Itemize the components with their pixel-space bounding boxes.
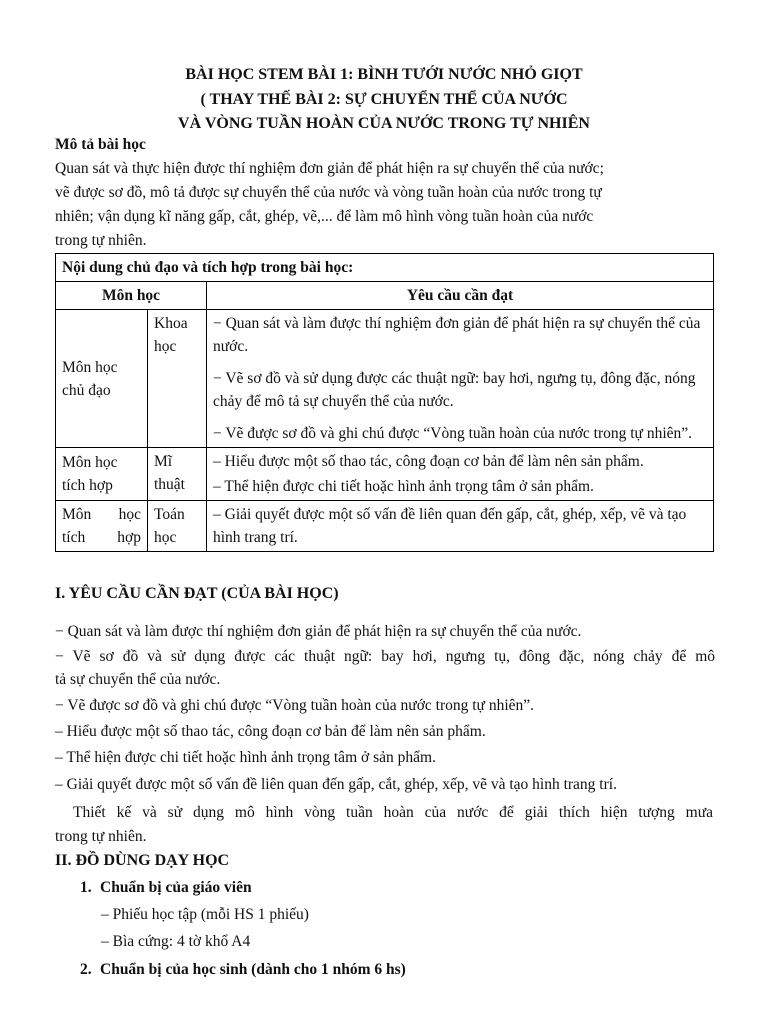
description-text [55, 157, 725, 253]
subject-group-cell: Môn học chủ đạo [56, 310, 148, 448]
subject-group-cell: Môn học tích hợp [56, 448, 148, 501]
subsection-1-title: Chuẩn bị của giáo viên [100, 879, 252, 896]
section-2-heading: II. ĐỒ DÙNG DẠY HỌC [55, 852, 230, 869]
goal-paragraph-line-2: trong tự nhiên. [55, 828, 147, 845]
description-line: vẽ được sơ đồ, mô tả được sự chuyển thể của nước và vòng tuần hoàn của nước trong tự [55, 184, 602, 201]
description-line: Quan sát và thực hiện được thí nghiệm đơn giản để phát hiện ra sự chuyển thể của nước; [55, 160, 604, 177]
subject-group-cell: Môn học tích hợp [56, 501, 148, 552]
lesson-title-line-3: VÀ VÒNG TUẦN HOÀN CỦA NƯỚC TRONG TỰ NHIÊN [178, 115, 590, 132]
material-item: – Bìa cứng: 4 tờ khổ A4 [101, 933, 251, 950]
column-header-subject: Môn học [56, 282, 207, 310]
column-header-requirement: Yêu cầu cần đạt [207, 282, 714, 310]
requirement-line: tả sự chuyển thể của nước. [55, 671, 221, 688]
subject-cell: Khoa học [148, 310, 207, 448]
requirement-cell [207, 448, 714, 501]
requirement-item: – Hiểu được một số thao tác, công đoạn cơ bản để làm nên sản phẩm. [213, 453, 644, 470]
goal-paragraph-line-1: Thiết kế và sử dụng mô hình vòng tuần hoàn của nước để giải thích hiện tượng mưa [73, 804, 713, 821]
requirement-line: − Vẽ được sơ đồ và ghi chú được “Vòng tuần hoàn của nước trong tự nhiên”. [55, 697, 535, 714]
subject-cell: Mĩ thuật [148, 448, 207, 501]
requirement-line: – Thể hiện được chi tiết hoặc hình ảnh trọng tâm ở sản phẩm. [55, 749, 436, 766]
requirement-item: − Vẽ được sơ đồ và ghi chú được “Vòng tuần hoàn của nước trong tự nhiên”. [213, 425, 693, 442]
requirement-line: – Hiểu được một số thao tác, công đoạn cơ bản để làm nên sản phẩm. [55, 723, 486, 740]
requirement-cell [207, 310, 714, 448]
table-row [56, 310, 714, 448]
requirement-cell [207, 501, 714, 552]
requirement-item: − Vẽ sơ đồ và sử dụng được các thuật ngữ: bay hơi, ngưng tụ, đông đặc, nóng chảy để mô tả sự chuyển thể của nước. [213, 370, 696, 410]
subsection-2-title: Chuẩn bị của học sinh (dành cho 1 nhóm 6 hs) [100, 961, 406, 978]
content-table [55, 253, 714, 552]
requirement-line: − Quan sát và làm được thí nghiệm đơn giản để phát hiện ra sự chuyển thể của nước. [55, 623, 582, 640]
subsection-2-number: 2. [80, 961, 92, 978]
material-item: – Phiếu học tập (mỗi HS 1 phiếu) [101, 906, 309, 923]
table-title: Nội dung chủ đạo và tích hợp trong bài học: [56, 254, 714, 282]
table-row [56, 501, 714, 552]
requirement-item: − Quan sát và làm được thí nghiệm đơn giản để phát hiện ra sự chuyển thể của nước. [213, 315, 701, 355]
requirement-item: – Thể hiện được chi tiết hoặc hình ảnh trọng tâm ở sản phẩm. [213, 478, 594, 495]
table-row [56, 448, 714, 501]
description-line: trong tự nhiên. [55, 232, 147, 249]
subsection-1-number: 1. [80, 879, 92, 896]
description-heading: Mô tả bài học [55, 136, 146, 153]
section-1-heading: I. YÊU CẦU CẦN ĐẠT (CỦA BÀI HỌC) [55, 585, 339, 602]
lesson-title-line-2: ( THAY THẾ BÀI 2: SỰ CHUYỂN THỂ CỦA NƯỚC [200, 91, 568, 108]
requirement-item: – Giải quyết được một số vấn đề liên quan đến gấp, cắt, ghép, xếp, vẽ và tạo hình trang trí. [213, 506, 687, 546]
lesson-title-line-1: BÀI HỌC STEM BÀI 1: BÌNH TƯỚI NƯỚC NHỎ GIỌT [185, 66, 583, 83]
subject-cell: Toán học [148, 501, 207, 552]
requirement-line: − Vẽ sơ đồ và sử dụng được các thuật ngữ: bay hơi, ngưng tụ, đông đặc, nóng chảy để mô [55, 648, 715, 665]
description-line: nhiên; vận dụng kĩ năng gấp, cắt, ghép, vẽ,... để làm mô hình vòng tuần hoàn của nước [55, 208, 594, 225]
requirement-line: – Giải quyết được một số vấn đề liên quan đến gấp, cắt, ghép, xếp, vẽ và tạo hình trang trí. [55, 776, 617, 793]
